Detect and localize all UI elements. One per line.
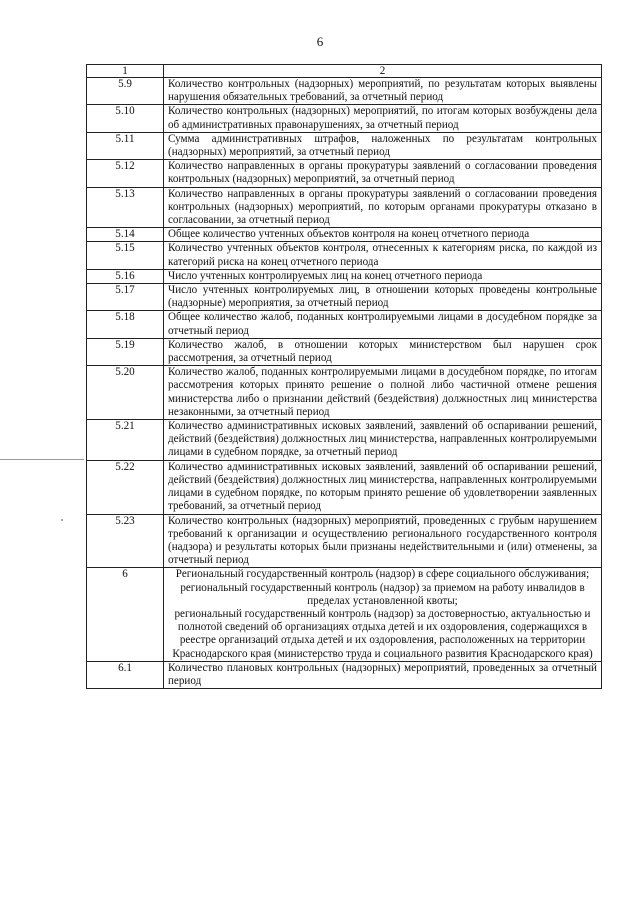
table-row (87, 284, 602, 311)
row-text: Количество контрольных (надзорных) мероприятий, проведенных с грубым нарушением требований к организации и осуществлению регионального государственного контроля (надзора) и результаты которых были признаны недействительными и (или) отменены, за отчетный период (164, 514, 602, 568)
row-text: Число учтенных контролируемых лиц, в отношении которых проведены контрольные (надзорные) мероприятия, за отчетный период (164, 284, 602, 311)
table-row (87, 311, 602, 338)
table-row (87, 338, 602, 365)
table-row (87, 78, 602, 105)
row-text: Общее количество жалоб, поданных контролируемыми лицами в досудебном порядке за отчетный период (164, 311, 602, 338)
section-title-line: региональный государственный контроль (надзор) за приемом на работу инвалидов в пределах установленной квоты; (180, 581, 585, 607)
row-number: 5.10 (87, 105, 164, 132)
row-text: Количество учтенных объектов контроля, отнесенных к категориям риска, по каждой из категорий риска на конец отчетного периода (164, 242, 602, 269)
row-number: 6.1 (87, 661, 164, 688)
row-text: Количество направленных в органы прокуратуры заявлений о согласовании проведения контрольных (надзорных) мероприятий, за отчетный период (164, 160, 602, 187)
page-number: 6 (316, 34, 324, 49)
table-row (87, 420, 602, 461)
row-text: Сумма административных штрафов, наложенных по результатам контрольных (надзорных) мероприятий, за отчетный период (164, 132, 602, 159)
table-header-row (87, 65, 602, 78)
row-number: 5.9 (87, 78, 164, 105)
table-row (87, 242, 602, 269)
row-number: 5.14 (87, 228, 164, 242)
row-number: 5.20 (87, 366, 164, 420)
row-number: 5.13 (87, 187, 164, 228)
row-number: 5.21 (87, 420, 164, 461)
row-number: 5.16 (87, 269, 164, 283)
table-row (87, 187, 602, 228)
row-text: Количество административных исковых заявлений, заявлений об оспаривании решений, действий (бездействия) должностных лиц министерства, направленных контролируемыми лицами в судебном порядке, за отчетный период (164, 420, 602, 461)
section-number: 6 (87, 568, 164, 661)
table-row (87, 132, 602, 159)
row-text: Количество жалоб, поданных контролируемыми лицами в досудебном порядке, по итогам рассмотрения которых принято решение о полной либо частичной отмене решения министерства либо о признании действий (бездействия) должностных лиц министерства незаконными, за отчетный период (164, 366, 602, 420)
scan-speck (61, 519, 63, 521)
table-row (87, 514, 602, 568)
row-number: 5.23 (87, 514, 164, 568)
row-text: Количество жалоб, в отношении которых министерством был нарушен срок рассмотрения, за отчетный период (164, 338, 602, 365)
table-row (87, 366, 602, 420)
row-text: Количество административных исковых заявлений, заявлений об оспаривании решений, действий (бездействия) должностных лиц министерства, направленных контролируемыми лицами в судебном порядке, по которым принято решение об удовлетворении заявленных требований, за отчетный период (164, 460, 602, 514)
table-row (87, 105, 602, 132)
row-number: 5.22 (87, 460, 164, 514)
table-row (87, 661, 602, 688)
scan-fold-line (0, 459, 84, 460)
row-text: Количество контрольных (надзорных) мероприятий, по итогам которых возбуждены дела об административных правонарушениях, за отчетный период (164, 105, 602, 132)
row-number: 5.11 (87, 132, 164, 159)
row-text: Общее количество учтенных объектов контроля на конец отчетного периода (164, 228, 602, 242)
column-header-number: 1 (87, 65, 164, 78)
section-title-line: региональный государственный контроль (надзор) за достоверностью, актуальностью и полнотой сведений об организациях отдыха детей и их оздоровления, содержащихся в реестре организаций отдыха детей и их оздоровления, расположенных на территории Краснодарского края (министерство труда и социального развития Краснодарского края) (172, 607, 593, 660)
section-title-line: Региональный государственный контроль (надзор) в сфере социального обслуживания; (175, 568, 590, 581)
table-row (87, 269, 602, 283)
row-number: 5.17 (87, 284, 164, 311)
row-text: Количество плановых контрольных (надзорных) мероприятий, проведенных за отчетный период (164, 661, 602, 688)
section-title (164, 568, 602, 661)
table-row (87, 228, 602, 242)
row-number: 5.12 (87, 160, 164, 187)
row-number: 5.15 (87, 242, 164, 269)
row-number: 5.18 (87, 311, 164, 338)
row-number: 5.19 (87, 338, 164, 365)
section-row (87, 568, 602, 661)
row-text: Число учтенных контролируемых лиц на конец отчетного периода (164, 269, 602, 283)
row-text: Количество направленных в органы прокуратуры заявлений о согласовании проведения контрольных (надзорных) мероприятий, по которым органами прокуратуры отказано в согласовании, за отчетный период (164, 187, 602, 228)
column-header-description: 2 (164, 65, 602, 78)
table-row (87, 460, 602, 514)
table-row (87, 160, 602, 187)
indicators-table (86, 64, 602, 689)
row-text: Количество контрольных (надзорных) мероприятий, по результатам которых выявлены нарушения обязательных требований, за отчетный период (164, 78, 602, 105)
